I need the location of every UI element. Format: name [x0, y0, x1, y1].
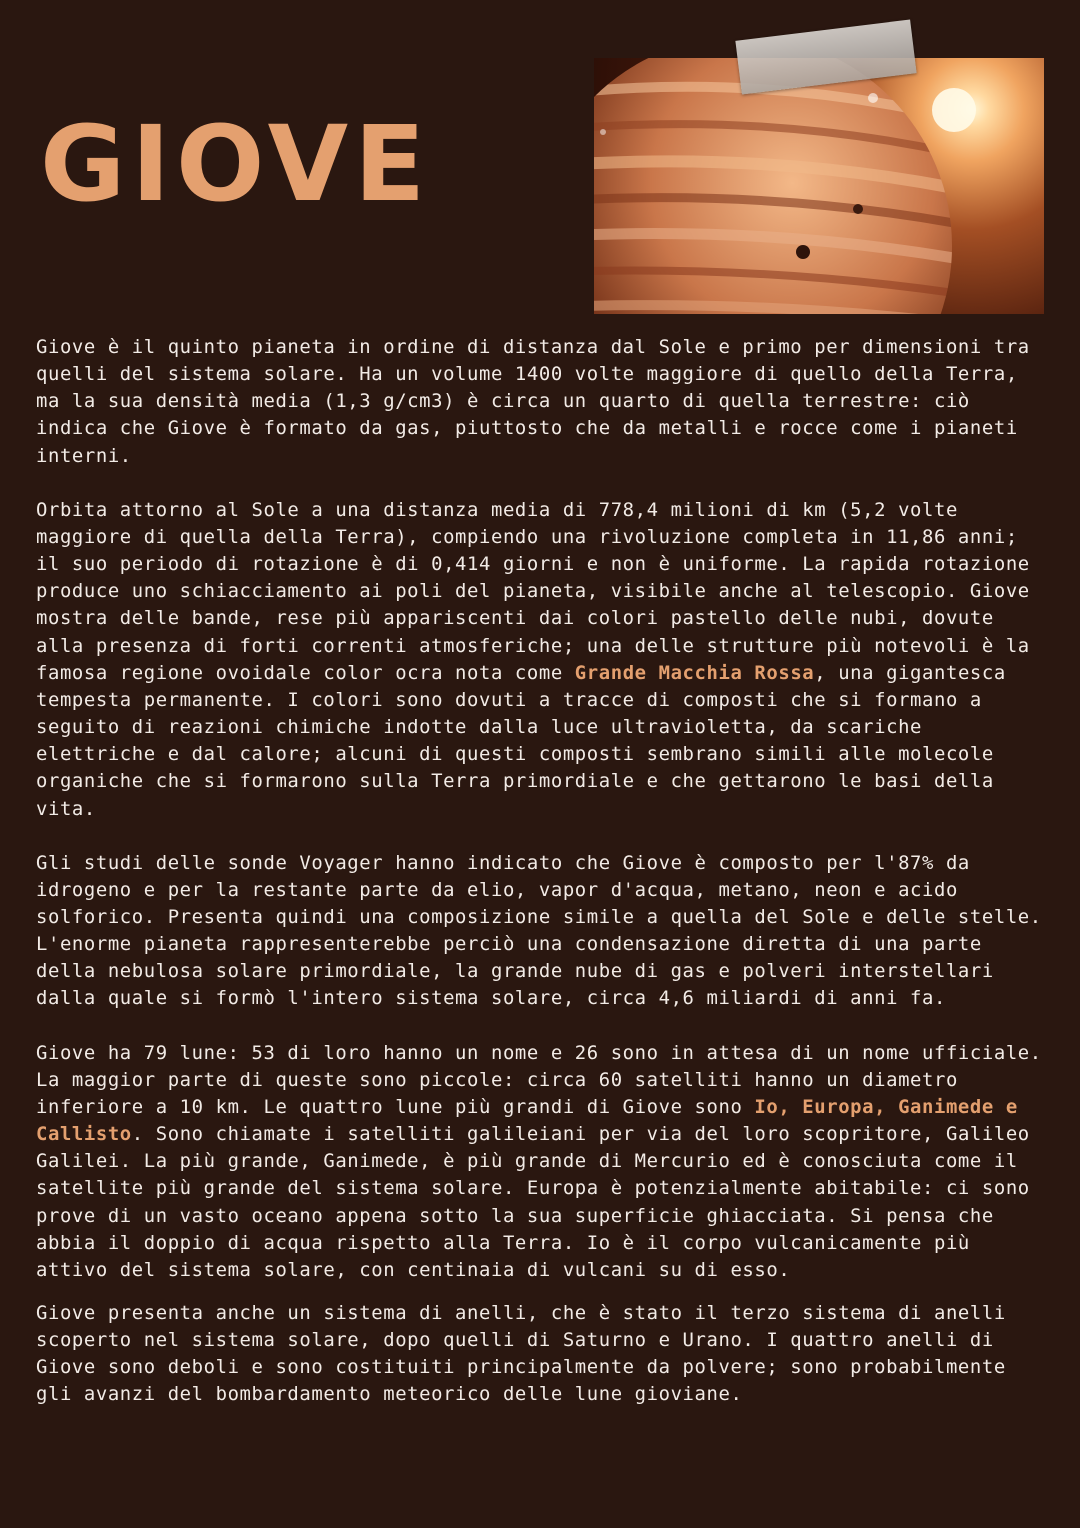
paragraph-4: Giove ha 79 lune: 53 di loro hanno un nome e 26 sono in attesa di un nome ufficiale. La maggior parte di queste sono piccole: circa 60 satelliti hanno un diametro inferiore a 10 km. Le quattro lune più grandi di Giove sono Io, Europa, Ganimede e Callisto. Sono chiamate i satelliti galileiani per via del loro scopritore, Galileo Galilei. La più grande, Ganimede, è più grande di Mercurio ed è conosciuta come il satellite più grande del sistema solare. Europa è potenzialmente abitabile: ci sono prove di un vasto oceano appena sotto la sua superficie ghiacciata. Si pensa che abbia il doppio di acqua rispetto alla Terra. Io è il corpo vulcanicamente più attivo del sistema solare, con centinaia di vulcani su di esso. [36, 1041, 1042, 1281]
article-body [36, 334, 1046, 1436]
paragraph-1: Giove è il quinto pianeta in ordine di distanza dal Sole e primo per dimensioni tra quelli del sistema solare. Ha un volume 1400 volte maggiore di quello della Terra, ma la sua densità media (1,3 g/cm3) è circa un quarto di quella terrestre: ciò indica che Giove è formato da gas, piuttosto che da metalli e rocce come i pianeti interni. [36, 336, 1030, 467]
sun [932, 88, 976, 132]
highlight-moons: Io, Europa, Ganimede e [754, 1095, 1018, 1118]
moon-4 [600, 129, 606, 135]
highlight-grande-macchia-rossa: Grande Macchia Rossa [574, 661, 815, 684]
paragraph-2: Orbita attorno al Sole a una distanza media di 778,4 milioni di km (5,2 volte maggiore di quella della Terra), compiendo una rivoluzione completa in 11,86 anni; il suo periodo di rotazione è di 0,414 giorni e non è uniforme. La rapida rotazione produce uno schiacciamento ai poli del pianeta, visibile anche al telescopio. Giove mostra delle bande, rese più appariscenti dai colori pastello delle nubi, dovute alla presenza di forti correnti atmosferiche; una delle strutture più notevoli è la famosa regione ovoidale color ocra nota come Grande Macchia Rossa, una gigantesca tempesta permanente. I colori sono dovuti a tracce di composti che si formano a seguito di reazioni chimiche indotte dalla luce ultravioletta, da scariche elettriche e dal calore; alcuni di questi composti sembrano simili alle molecole organiche che si formarono sulla Terra primordiale e che gettarono le basi della vita. [36, 498, 1030, 820]
moon-3 [868, 93, 878, 103]
page-title: GIOVE [40, 103, 432, 225]
paragraph-5: Giove presenta anche un sistema di anelli, che è stato il terzo sistema di anelli scoperto nel sistema solare, dopo quelli di Saturno e Urano. I quattro anelli di Giove sono deboli e sono costituiti principalmente da polvere; sono probabilmente gli avanzi del bombardamento meteorico delle lune gioviane. [36, 1302, 1006, 1406]
jupiter-illustration [594, 58, 1044, 314]
highlight-callisto: Callisto [36, 1123, 132, 1146]
paragraph-3: Gli studi delle sonde Voyager hanno indicato che Giove è composto per l'87% da idrogeno e per la restante parte da elio, vapor d'acqua, metano, neon e acido solforico. Presenta quindi una composizione simile a quella del Sole e delle stelle. L'enorme pianeta rappresenterebbe perciò una condensazione diretta di una parte della nebulosa solare primordiale, la grande nube di gas e polveri interstellari dalla quale si formò l'intero sistema solare, circa 4,6 miliardi di anni fa. [36, 851, 1042, 1010]
jupiter-photo [594, 58, 1044, 314]
moon-2 [796, 245, 810, 259]
moon-1 [853, 204, 863, 214]
